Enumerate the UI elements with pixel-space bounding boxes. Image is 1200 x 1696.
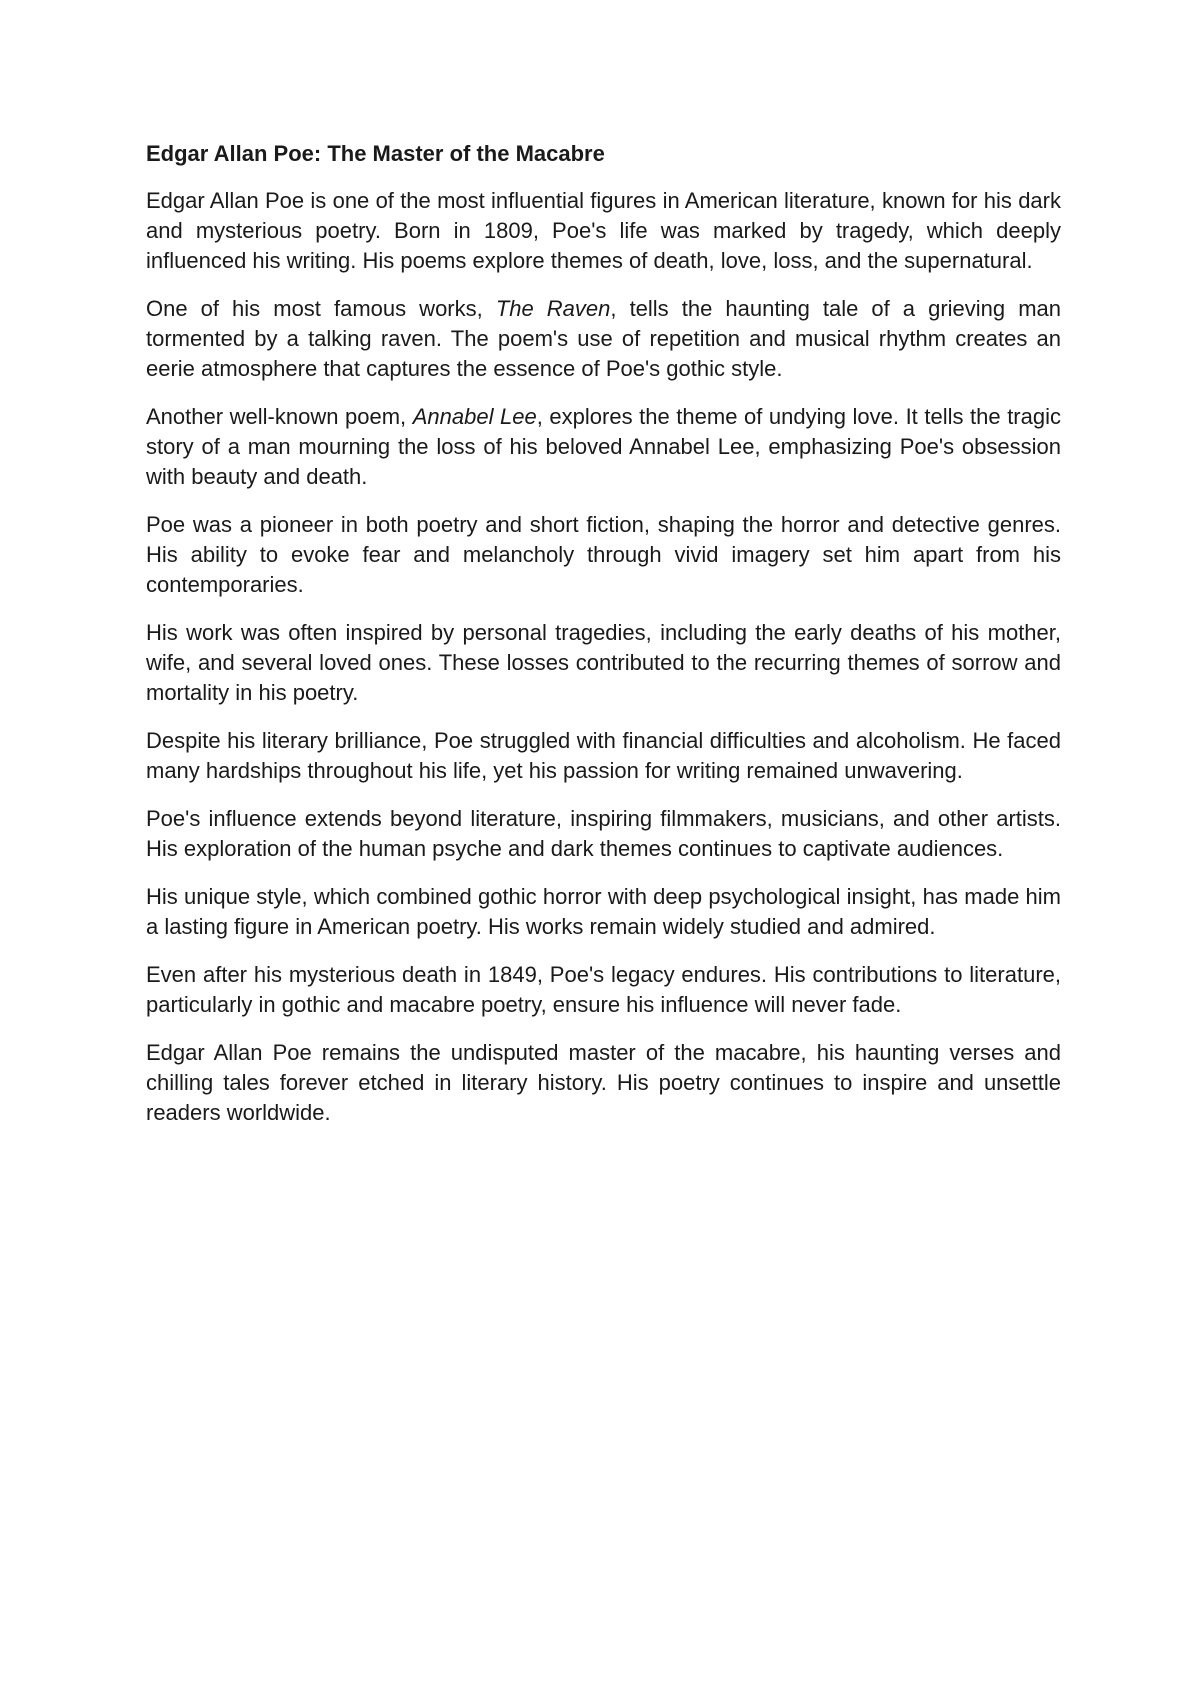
paragraph: His work was often inspired by personal tragedies, including the early deaths of his mother, wife, and several loved ones. These losses contributed to the recurring themes of sorrow and mortality in his poetry. [146,620,1061,705]
poem-title-annabel-lee: Annabel Lee [412,404,537,429]
paragraph-text: , tells the haunting tale of a grieving man tormented by a talking raven. The poem's use of repetition and musical rhythm creates an eerie atmosphere that captures the essence of Poe's gothic style. [146,296,1062,381]
paragraph: His unique style, which combined gothic horror with deep psychological insight, has made him a lasting figure in American poetry. His works remain widely studied and admired. [146,884,1061,939]
document-title: Edgar Allan Poe: The Master of the Macabre [146,141,605,166]
paragraph: Edgar Allan Poe remains the undisputed master of the macabre, his haunting verses and chilling tales forever etched in literary history. His poetry continues to inspire and unsettle readers worldwide. [146,1040,1061,1125]
paragraph [146,402,1061,492]
paragraph-text: Another well-known poem, [146,404,413,429]
paragraph: Despite his literary brilliance, Poe struggled with financial difficulties and alcoholism. He faced many hardships throughout his life, yet his passion for writing remained unwavering. [146,728,1061,783]
paragraph: Poe was a pioneer in both poetry and short fiction, shaping the horror and detective genres. His ability to evoke fear and melancholy through vivid imagery set him apart from his contemporaries. [146,512,1061,597]
paragraph: Poe's influence extends beyond literature, inspiring filmmakers, musicians, and other artists. His exploration of the human psyche and dark themes continues to captivate audiences. [146,806,1061,861]
paragraph-text: , explores the theme of undying love. It tells the tragic story of a man mourning the loss of his beloved Annabel Lee, emphasizing Poe's obsession with beauty and death. [146,404,1061,489]
paragraph [146,294,1061,384]
poem-title-the-raven: The Raven [495,296,611,321]
paragraph-text: One of his most famous works, [146,296,496,321]
paragraph: Even after his mysterious death in 1849, Poe's legacy endures. His contributions to literature, particularly in gothic and macabre poetry, ensure his influence will never fade. [146,962,1061,1017]
document-body [146,140,1061,1146]
paragraph: Edgar Allan Poe is one of the most influential figures in American literature, known for his dark and mysterious poetry. Born in 1809, Poe's life was marked by tragedy, which deeply influenced his writing. His poems explore themes of death, love, loss, and the supernatural. [146,188,1061,273]
